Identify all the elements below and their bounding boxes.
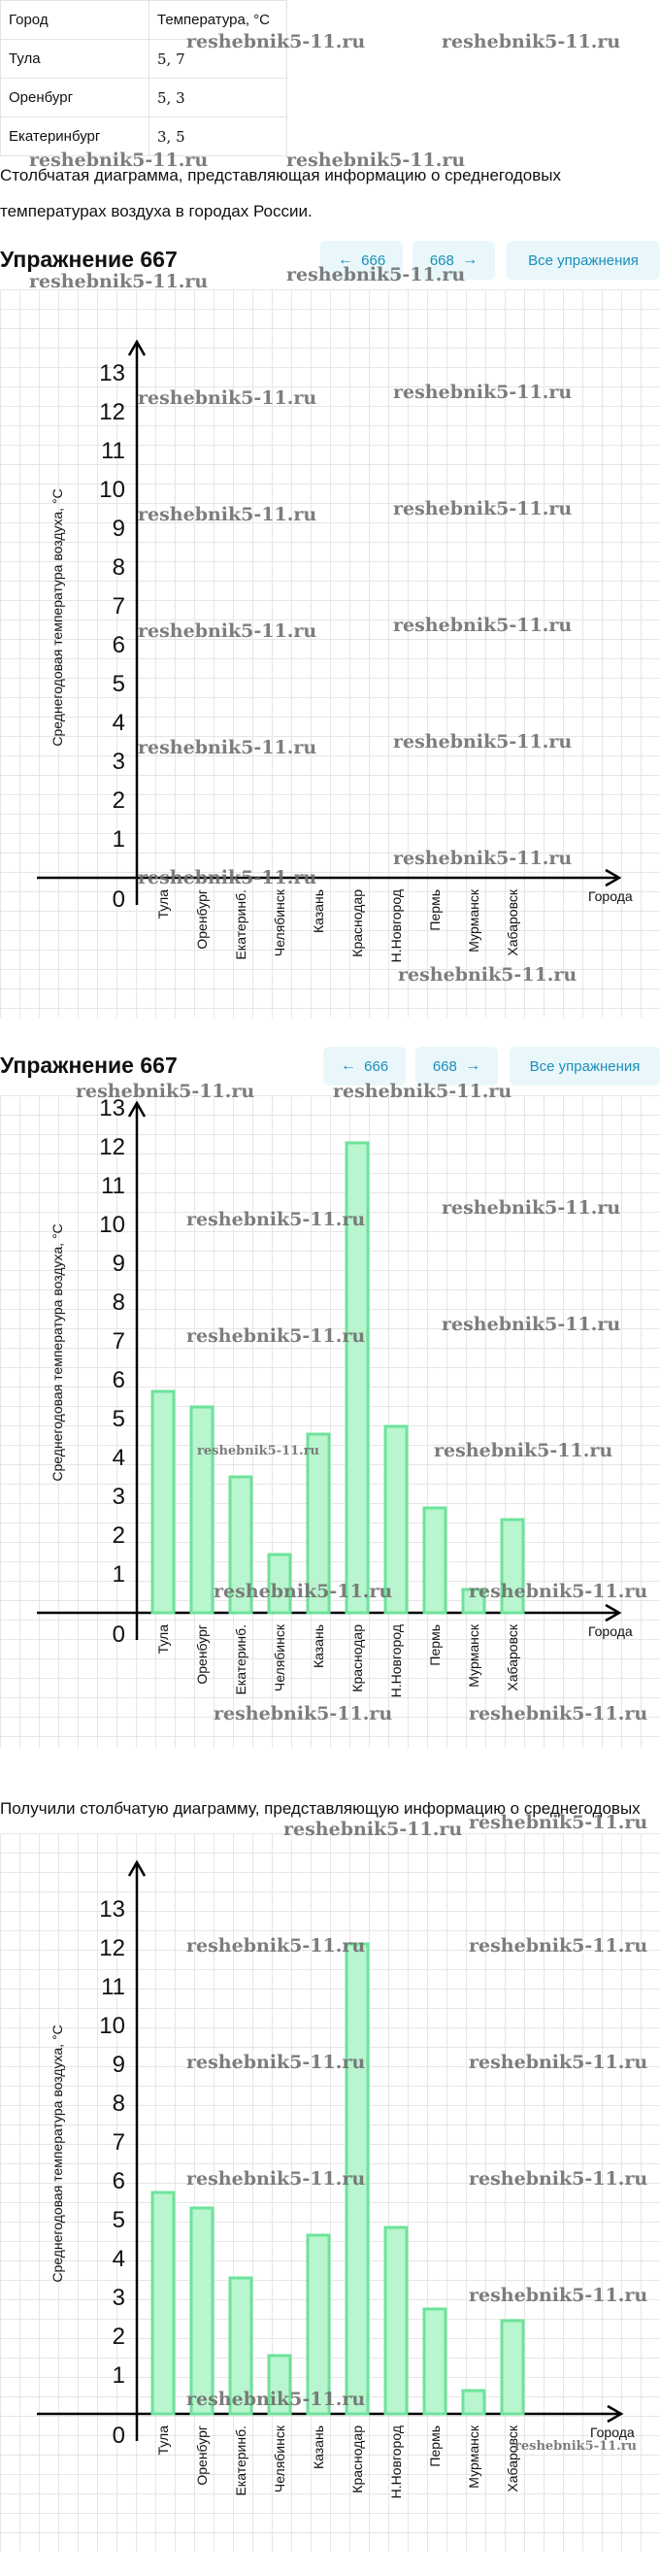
category-label: Казань — [311, 889, 326, 934]
watermark: reshebnik5-11.ru — [138, 387, 317, 409]
watermark: reshebnik5-11.ru — [398, 964, 578, 986]
y-tick-label: 12 — [99, 399, 125, 425]
category-label: Пермь — [427, 2425, 443, 2467]
watermark: reshebnik5-11.ru — [186, 1935, 366, 1957]
bar — [502, 2321, 523, 2414]
category-label: Н.Новгород — [388, 889, 404, 963]
category-label: Н.Новгород — [388, 2425, 404, 2499]
y-axis-title: Среднегодовая температура воздуха, °C — [50, 488, 65, 747]
watermark: reshebnik5-11.ru — [29, 150, 209, 171]
y-tick-label: 13 — [99, 1095, 125, 1121]
category-label: Тула — [155, 1624, 171, 1655]
arrow-left-icon: ← — [337, 251, 353, 268]
prev-exercise-label: 666 — [361, 251, 386, 269]
chart-panel — [0, 1095, 660, 1748]
y-tick-label: 12 — [99, 1134, 125, 1160]
bar — [191, 1407, 213, 1613]
watermark: reshebnik5-11.ru — [442, 1314, 621, 1335]
y-tick-label: 4 — [112, 2246, 125, 2272]
category-label: Пермь — [427, 1624, 443, 1666]
category-label: Хабаровск — [505, 2425, 520, 2492]
category-label: Екатеринб. — [233, 2425, 248, 2496]
y-tick-label: 2 — [112, 1522, 125, 1549]
origin-label: 0 — [112, 2423, 125, 2449]
watermark: reshebnik5-11.ru — [469, 2285, 648, 2306]
y-tick-label: 9 — [112, 2052, 125, 2078]
watermark: reshebnik5-11.ru — [393, 615, 573, 636]
category-label: Екатеринб. — [233, 1624, 248, 1695]
category-label: Тула — [155, 889, 171, 920]
watermark: reshebnik5-11.ru — [434, 1440, 613, 1461]
y-tick-label: 7 — [112, 1328, 125, 1355]
origin-label: 0 — [112, 887, 125, 913]
bar — [463, 2391, 484, 2414]
watermark: reshebnik5-11.ru — [186, 2168, 366, 2190]
table-cell-city: Оренбург — [1, 79, 149, 117]
next-exercise-label: 668 — [432, 1057, 457, 1075]
table-cell-city: Екатеринбург — [1, 117, 149, 156]
watermark: reshebnik5-11.ru — [138, 737, 317, 758]
y-tick-label: 1 — [112, 2362, 125, 2389]
watermark: reshebnik5-11.ru — [138, 504, 317, 525]
y-tick-label: 10 — [99, 477, 125, 503]
y-tick-label: 13 — [99, 360, 125, 386]
watermark: reshebnik5-11.ru — [469, 1581, 648, 1602]
bar — [424, 1508, 446, 1613]
y-tick-label: 10 — [99, 1212, 125, 1238]
next-exercise-button[interactable] — [415, 1047, 498, 1086]
y-tick-label: 7 — [112, 2129, 125, 2156]
y-tick-label: 7 — [112, 593, 125, 619]
temperature-table — [0, 0, 287, 156]
y-tick-label: 10 — [99, 2013, 125, 2039]
y-tick-label: 9 — [112, 1251, 125, 1277]
y-tick-label: 1 — [112, 1561, 125, 1588]
exercise-title: Упражнение 667 — [0, 1053, 178, 1078]
next-exercise-label: 668 — [429, 251, 454, 269]
table-cell-temp: 5, 3 — [149, 79, 287, 117]
bar — [152, 2192, 174, 2414]
category-label: Краснодар — [349, 2425, 365, 2493]
category-label: Оренбург — [194, 2425, 210, 2486]
watermark: reshebnik5-11.ru — [186, 2052, 366, 2073]
y-tick-label: 11 — [101, 1974, 125, 2000]
all-exercises-button[interactable]: Все упражнения — [510, 1047, 660, 1086]
watermark: reshebnik5-11.ru — [138, 620, 317, 642]
watermark: reshebnik5-11.ru — [393, 382, 573, 403]
watermark: reshebnik5-11.ru — [442, 31, 621, 52]
all-exercises-button[interactable]: Все упражнения — [507, 241, 660, 280]
category-label: Пермь — [427, 889, 443, 931]
category-label: Краснодар — [349, 1624, 365, 1692]
y-tick-label: 3 — [112, 749, 125, 775]
watermark: reshebnik5-11.ru — [393, 498, 573, 519]
y-tick-label: 2 — [112, 787, 125, 814]
y-tick-label: 5 — [112, 2207, 125, 2233]
watermark: reshebnik5-11.ru — [393, 848, 573, 869]
x-axis-title: Города — [588, 1623, 633, 1639]
y-tick-label: 5 — [112, 671, 125, 697]
category-label: Н.Новгород — [388, 1624, 404, 1698]
bar — [152, 1391, 174, 1613]
y-tick-label: 9 — [112, 516, 125, 542]
category-label: Челябинск — [272, 2425, 287, 2493]
watermark: reshebnik5-11.ru — [469, 2052, 648, 2073]
category-label: Челябинск — [272, 889, 287, 957]
watermark: reshebnik5-11.ru — [286, 150, 466, 171]
watermark: reshebnik5-11.ru — [469, 1703, 648, 1724]
y-tick-label: 8 — [112, 1289, 125, 1316]
watermark: reshebnik5-11.ru — [197, 1444, 320, 1458]
result-paragraph: Получили столбчатую диаграмму, представляющую информацию о среднегодовых — [0, 1799, 641, 1818]
category-label: Екатеринб. — [233, 889, 248, 960]
watermark: reshebnik5-11.ru — [393, 731, 573, 753]
bar — [191, 2208, 213, 2414]
table-header-temp: Температура, °C — [149, 1, 287, 40]
y-tick-label: 3 — [112, 2285, 125, 2311]
table-row — [1, 79, 287, 117]
watermark: reshebnik5-11.ru — [186, 1325, 366, 1347]
category-label: Краснодар — [349, 889, 365, 957]
exercise-title: Упражнение 667 — [0, 247, 178, 272]
y-tick-label: 6 — [112, 2168, 125, 2194]
category-label: Мурманск — [466, 1624, 481, 1688]
bar — [424, 2309, 446, 2414]
watermark: reshebnik5-11.ru — [186, 2389, 366, 2410]
y-tick-label: 8 — [112, 2091, 125, 2117]
watermark: reshebnik5-11.ru — [469, 1935, 648, 1957]
arrow-right-icon: → — [465, 1057, 481, 1074]
watermark: reshebnik5-11.ru — [186, 1209, 366, 1230]
watermark: reshebnik5-11.ru — [514, 2439, 638, 2454]
x-axis-title: Города — [590, 2425, 635, 2440]
category-label: Оренбург — [194, 889, 210, 950]
category-label: Казань — [311, 1624, 326, 1669]
category-label: Челябинск — [272, 1624, 287, 1692]
bar — [308, 2235, 329, 2414]
table-cell-city: Тула — [1, 40, 149, 79]
table-cell-temp: 3, 5 — [149, 117, 287, 156]
watermark: reshebnik5-11.ru — [469, 2168, 648, 2190]
watermark: reshebnik5-11.ru — [138, 867, 317, 888]
x-axis-title: Города — [588, 888, 633, 904]
bar — [385, 2227, 407, 2414]
category-label: Мурманск — [466, 889, 481, 953]
table-cell-temp: 5, 7 — [149, 40, 287, 79]
category-label: Хабаровск — [505, 1624, 520, 1691]
y-tick-label: 6 — [112, 632, 125, 658]
bar-chart — [0, 1095, 660, 1748]
y-tick-label: 12 — [99, 1935, 125, 1961]
y-tick-label: 11 — [101, 438, 125, 464]
y-tick-label: 1 — [112, 826, 125, 853]
watermark: reshebnik5-11.ru — [214, 1581, 393, 1602]
y-tick-label: 3 — [112, 1484, 125, 1510]
y-tick-label: 13 — [99, 1896, 125, 1923]
watermark: reshebnik5-11.ru — [283, 1819, 463, 1840]
category-label: Хабаровск — [505, 889, 520, 956]
watermark: reshebnik5-11.ru — [442, 1197, 621, 1219]
watermark: reshebnik5-11.ru — [186, 31, 366, 52]
watermark: reshebnik5-11.ru — [214, 1703, 393, 1724]
y-tick-label: 6 — [112, 1367, 125, 1393]
category-label: Тула — [155, 2425, 171, 2456]
category-label: Казань — [311, 2425, 326, 2470]
origin-label: 0 — [112, 1622, 125, 1648]
y-axis-title: Среднегодовая температура воздуха, °C — [50, 1223, 65, 1482]
arrow-left-icon: ← — [340, 1057, 356, 1074]
category-label: Оренбург — [194, 1624, 210, 1685]
y-axis-title: Среднегодовая температура воздуха, °C — [50, 2024, 65, 2283]
watermark: reshebnik5-11.ru — [76, 1081, 255, 1102]
intro-paragraph: Столбчатая диаграмма, представляющая информацию о среднегодовых температурах воздуха в городах России. — [0, 166, 561, 220]
watermark: reshebnik5-11.ru — [469, 1812, 648, 1833]
watermark: reshebnik5-11.ru — [286, 264, 466, 285]
category-label: Мурманск — [466, 2425, 481, 2489]
y-tick-label: 8 — [112, 554, 125, 581]
prev-exercise-button[interactable] — [323, 1047, 406, 1086]
y-tick-label: 2 — [112, 2324, 125, 2350]
watermark: reshebnik5-11.ru — [333, 1081, 512, 1102]
prev-exercise-label: 666 — [364, 1057, 389, 1075]
watermark: reshebnik5-11.ru — [29, 271, 209, 292]
y-tick-label: 4 — [112, 710, 125, 736]
arrow-right-icon: → — [462, 251, 478, 268]
y-tick-label: 5 — [112, 1406, 125, 1432]
y-tick-label: 11 — [101, 1173, 125, 1199]
y-tick-label: 4 — [112, 1445, 125, 1471]
table-header-city: Город — [1, 1, 149, 40]
